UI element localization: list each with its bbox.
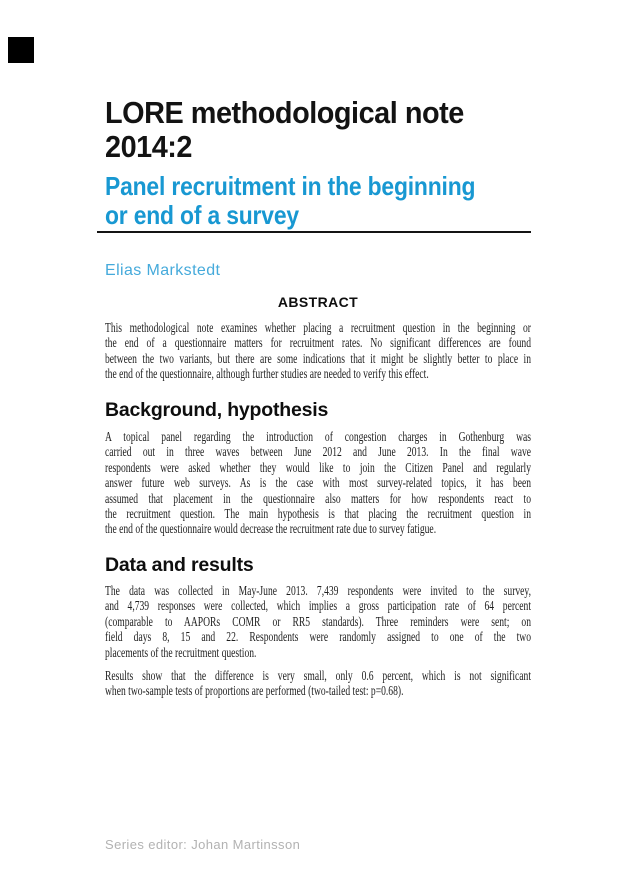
text-line: respondents were asked whether they would like to join the Citizen Panel and regularly <box>105 459 531 475</box>
abstract-heading: ABSTRACT <box>277 294 359 310</box>
text-line: Results show that the difference is very small, only 0.6 percent, which is not significant <box>105 668 531 683</box>
abstract-paragraph <box>105 320 531 382</box>
text-line: the end of a questionnaire matters for recruitment rates. No significant differences are found <box>105 335 531 351</box>
data-results-paragraph-2 <box>105 668 531 699</box>
text-line: when two-sample tests of proportions are performed (two-tailed test: p=0.68). <box>105 683 404 699</box>
text-line: This methodological note examines whether placing a recruitment question in the beginning or <box>105 320 531 335</box>
report-subtitle <box>105 172 545 230</box>
text-line: Panel recruitment in the beginning <box>105 171 476 201</box>
text-line: (comparable to AAPORs COMR or RR5 standards). Three reminders were sent; on <box>105 613 531 629</box>
text-line: LORE methodological note <box>105 95 464 130</box>
text-line: placements of the recruitment question. <box>105 644 257 660</box>
text-line: answer future web surveys. As is the case with most survey-related topics, it has been <box>105 475 531 491</box>
section-heading-data-results: Data and results <box>105 554 254 576</box>
text-line: or end of a survey <box>105 200 299 230</box>
text-line: assumed that placement in the questionnaire also matters for how respondents react to <box>105 490 531 506</box>
title-divider <box>97 231 531 233</box>
data-results-paragraph-1 <box>105 583 531 660</box>
section-heading-background-hypothesis: Background, hypothesis <box>105 399 329 421</box>
background-paragraph <box>105 429 531 537</box>
text-line: carried out in three waves between June 2012 and June 2013. In the final wave <box>105 444 531 460</box>
text-line: The data was collected in May-June 2013. 7,439 respondents were invited to the survey, <box>105 583 531 598</box>
text-line: 2014:2 <box>105 129 192 164</box>
text-line: the recruitment question. The main hypothesis is that placing the recruitment question in <box>105 506 531 522</box>
report-title <box>105 96 542 164</box>
text-line: the end of the questionnaire, although further studies are needed to verify this effect. <box>105 366 429 382</box>
text-line: field days 8, 15 and 22. Respondents were randomly assigned to one of the two <box>105 629 531 645</box>
text-line: A topical panel regarding the introduction of congestion charges in Gothenburg was <box>105 429 531 444</box>
series-editor-note: Series editor: Johan Martinsson <box>105 837 301 852</box>
text-line: between the two variants, but there are some indications that it might be slightly better to place in <box>105 350 531 366</box>
text-line: and 4,739 responses were collected, which implies a gross participation rate of 64 percent <box>105 598 531 614</box>
lore-logo-square-icon <box>8 37 34 63</box>
text-line: the end of the questionnaire would decrease the recruitment rate due to survey fatigue. <box>105 521 437 537</box>
author-name: Elias Markstedt <box>105 262 221 279</box>
